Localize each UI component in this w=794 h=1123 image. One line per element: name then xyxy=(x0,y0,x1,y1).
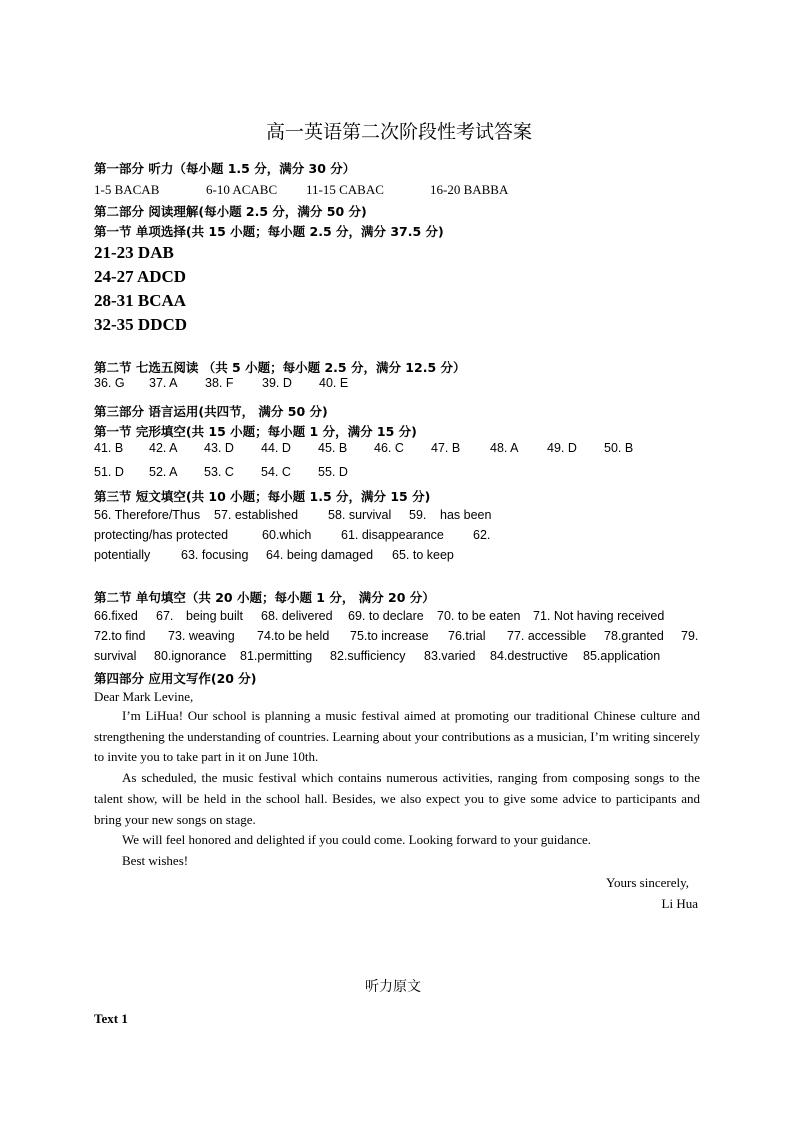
answer-item: 60.which xyxy=(262,528,312,542)
answer-item: 50. B xyxy=(604,441,634,455)
letter-signature: Li Hua xyxy=(661,896,698,911)
answer-item: 78.granted xyxy=(604,629,664,643)
answer-item: 56. Therefore/Thus xyxy=(94,508,201,522)
answer-item: 66.fixed xyxy=(94,609,138,623)
part2-section2-heading: 第二节 七选五阅读 （共 5 小题；每小题 2.5 分，满分 12.5 分） xyxy=(94,360,466,375)
answer-group: 1-5 BACAB xyxy=(94,182,160,197)
sentence-heading: 第二节 单句填空（共 20 小题；每小题 1 分， 满分 20 分） xyxy=(94,590,435,605)
answer-item: has been xyxy=(440,508,492,522)
letter-paragraph: As scheduled, the music festival which contains numerous activities, ranging from composing songs to the talent show, will be held in the school hall. Besides, we also expect you to give some advice to participants and bring your new songs on stage. xyxy=(94,770,700,827)
answer-item: 70. to be eaten xyxy=(437,609,521,623)
answer-item: 80.ignorance xyxy=(154,649,227,663)
answer-item: 36. G xyxy=(94,376,125,390)
answer-item: 55. D xyxy=(318,465,348,479)
answer-item: 48. A xyxy=(490,441,519,455)
answer-item: 71. Not having received xyxy=(533,609,665,623)
answer-item: 72.to find xyxy=(94,629,146,643)
letter-closing: Yours sincerely, xyxy=(605,875,689,890)
answer-item: 82.sufficiency xyxy=(330,649,406,663)
answer-item: 52. A xyxy=(149,465,178,479)
letter-body xyxy=(94,706,700,872)
page-title: 高一英语第二次阶段性考试答案 xyxy=(266,122,533,143)
answer-item: 57. established xyxy=(214,508,299,522)
answer-item: 62. xyxy=(473,528,491,542)
answer-item: 73. weaving xyxy=(168,629,235,643)
part1-heading: 第一部分 听力（每小题 1.5 分，满分 30 分） xyxy=(94,161,356,176)
answer-item: 58. survival xyxy=(328,508,392,522)
answer-item: 69. to declare xyxy=(348,609,424,623)
answer-item: 85.application xyxy=(583,649,661,663)
part4-heading: 第四部分 应用文写作(20 分) xyxy=(94,671,257,686)
answer-line: 24-27 ADCD xyxy=(94,267,187,286)
answer-group: 11-15 CABAC xyxy=(306,182,384,197)
answer-group: 6-10 ACABC xyxy=(206,182,278,197)
answer-item: 39. D xyxy=(262,376,292,390)
part2-section1-heading: 第一节 单项选择(共 15 小题；每小题 2.5 分，满分 37.5 分) xyxy=(94,224,444,239)
answer-item: 83.varied xyxy=(424,649,476,663)
answer-group: 16-20 BABBA xyxy=(430,182,509,197)
answer-item: 38. F xyxy=(205,376,234,390)
answer-item: 76.trial xyxy=(448,629,486,643)
letter-salutation: Dear Mark Levine, xyxy=(94,689,194,704)
answer-item: being built xyxy=(186,609,243,623)
answer-item: 81.permitting xyxy=(240,649,313,663)
answer-item: 37. A xyxy=(149,376,178,390)
answer-line: 32-35 DDCD xyxy=(94,315,188,334)
answer-line: 28-31 BCAA xyxy=(94,291,187,310)
answer-item: 40. E xyxy=(319,376,349,390)
part3-heading: 第三部分 语言运用(共四节， 满分 50 分) xyxy=(94,404,328,419)
answer-item: 49. D xyxy=(547,441,577,455)
answer-item: survival xyxy=(94,649,137,663)
answer-item: 74.to be held xyxy=(257,629,330,643)
answer-item: potentially xyxy=(94,548,151,562)
answer-line: 21-23 DAB xyxy=(94,243,174,262)
answer-item: 84.destructive xyxy=(490,649,568,663)
answer-item: 46. C xyxy=(374,441,404,455)
answer-item: 41. B xyxy=(94,441,124,455)
answer-item: 68. delivered xyxy=(261,609,333,623)
letter-paragraph: I’m LiHua! Our school is planning a music festival aimed at promoting our traditional Chinese culture and strengthening the understanding of countries. Learning about your contributions as a musician, I’m writing sincerely to invite you to take part in it on June 10th. xyxy=(94,708,700,765)
answer-item: 51. D xyxy=(94,465,124,479)
answer-item: 42. A xyxy=(149,441,178,455)
fill-heading: 第三节 短文填空(共 10 小题；每小题 1.5 分，满分 15 分) xyxy=(94,489,431,504)
answer-item: 65. to keep xyxy=(392,548,454,562)
answer-item: 75.to increase xyxy=(350,629,429,643)
part2-heading: 第二部分 阅读理解(每小题 2.5 分，满分 50 分) xyxy=(94,204,367,219)
listening-heading: 听力原文 xyxy=(365,980,421,995)
answer-item: 43. D xyxy=(204,441,234,455)
answer-item: 64. being damaged xyxy=(266,548,374,562)
letter-paragraph: We will feel honored and delighted if you could come. Looking forward to your guidance. xyxy=(122,832,591,848)
letter-paragraph: Best wishes! xyxy=(122,852,189,868)
answer-item: 54. C xyxy=(261,465,291,479)
answer-item: 67. xyxy=(156,609,174,623)
answer-item: protecting/has protected xyxy=(94,528,229,542)
text1-heading: Text 1 xyxy=(94,1011,128,1026)
answer-item: 59. xyxy=(409,508,427,522)
answer-item: 79. xyxy=(681,629,699,643)
answer-item: 61. disappearance xyxy=(341,528,444,542)
answer-item: 47. B xyxy=(431,441,461,455)
answer-item: 63. focusing xyxy=(181,548,249,562)
answer-item: 53. C xyxy=(204,465,234,479)
answer-item: 77. accessible xyxy=(507,629,587,643)
answer-item: 45. B xyxy=(318,441,348,455)
cloze-heading: 第一节 完形填空(共 15 小题；每小题 1 分，满分 15 分) xyxy=(94,424,417,439)
answer-item: 44. D xyxy=(261,441,291,455)
